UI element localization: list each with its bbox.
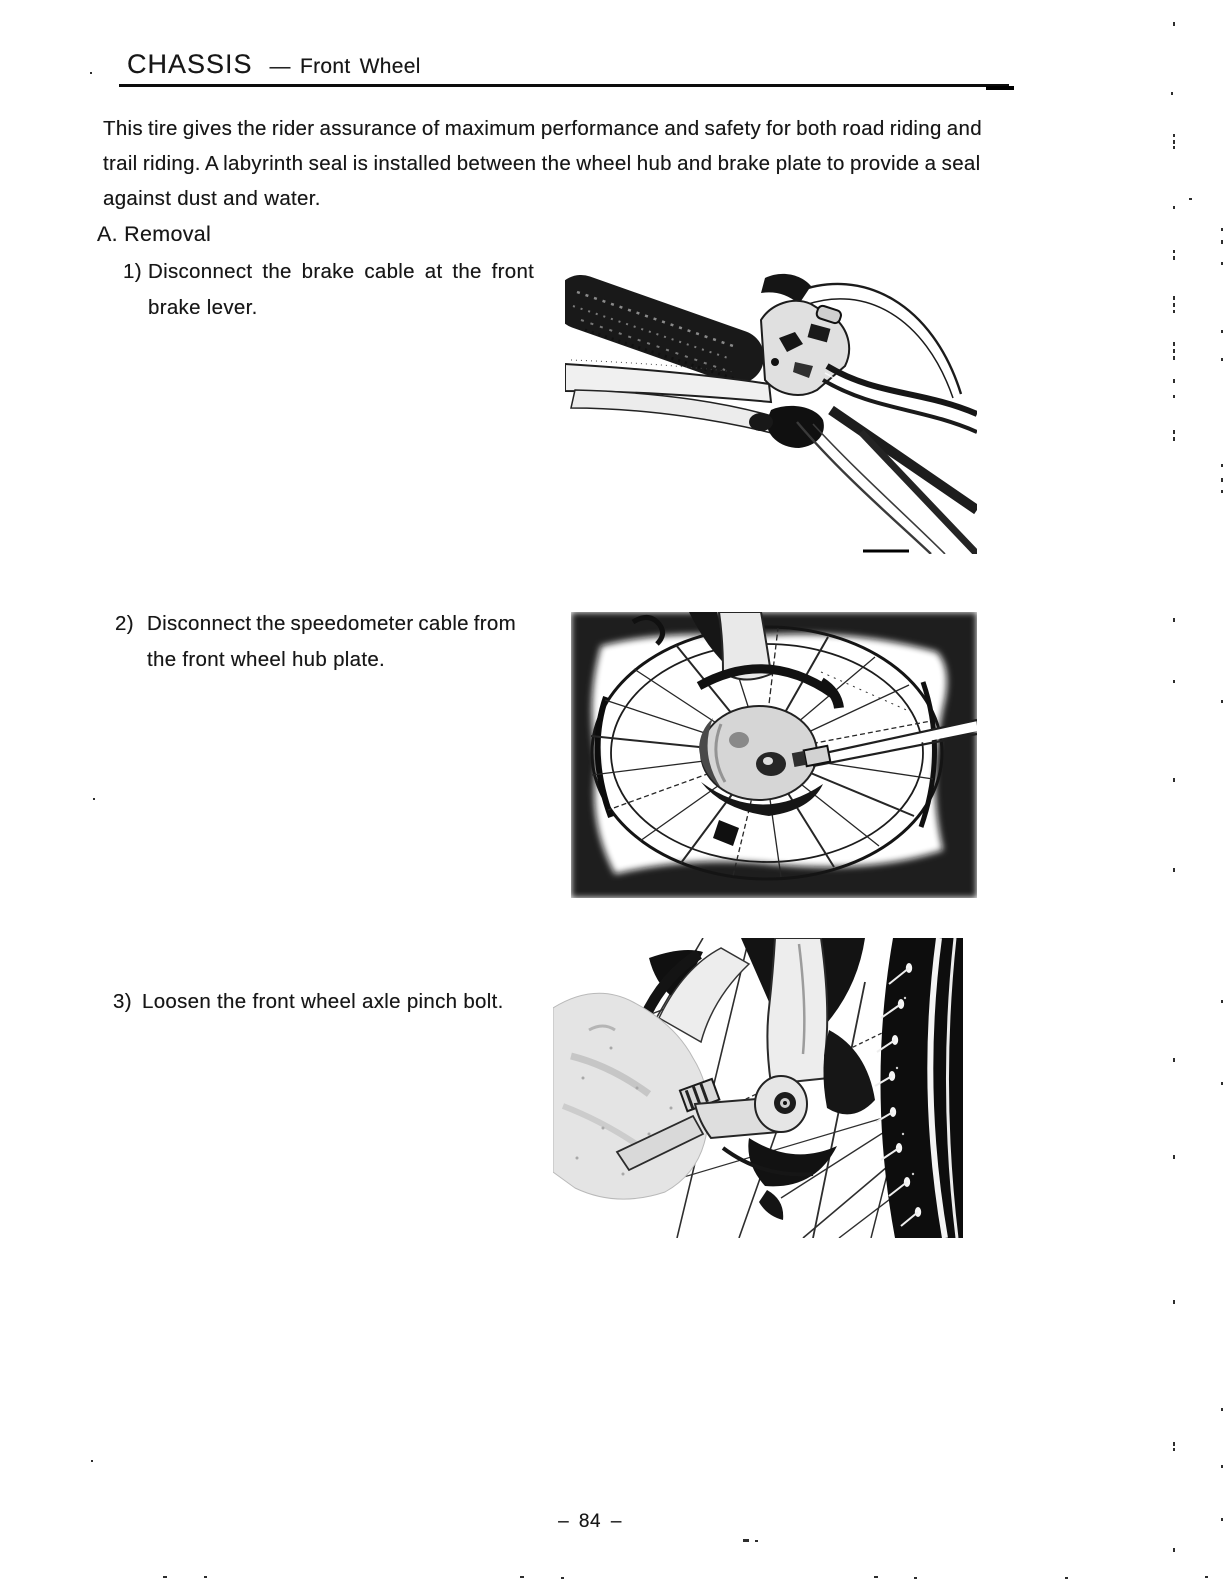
scan-artifact bbox=[1173, 379, 1175, 383]
scan-artifact bbox=[874, 1576, 878, 1578]
scan-artifact bbox=[1173, 146, 1175, 149]
scan-artifact bbox=[1221, 1082, 1223, 1085]
step-1-number: 1) bbox=[123, 260, 142, 283]
scan-artifact bbox=[1173, 395, 1175, 398]
scan-artifact bbox=[1173, 1548, 1175, 1552]
scan-artifact bbox=[561, 1577, 564, 1579]
scan-artifact bbox=[1173, 868, 1175, 872]
scan-artifact bbox=[1173, 296, 1175, 300]
scan-artifact bbox=[1173, 680, 1175, 683]
scan-artifact bbox=[755, 1540, 758, 1542]
scan-artifact bbox=[1173, 1300, 1175, 1304]
scan-artifact bbox=[1173, 303, 1175, 307]
step-line: brake lever. bbox=[148, 296, 258, 319]
intro-paragraph bbox=[103, 111, 982, 216]
scan-artifact bbox=[1173, 22, 1175, 26]
scan-artifact bbox=[1205, 1576, 1208, 1578]
step-3-text bbox=[142, 984, 582, 1020]
removal-heading: A. Removal bbox=[97, 222, 212, 246]
scan-artifact bbox=[1221, 330, 1223, 333]
scan-artifact bbox=[1221, 700, 1223, 703]
scan-artifact bbox=[1221, 240, 1223, 244]
scan-artifact bbox=[520, 1576, 524, 1578]
figure-1 bbox=[565, 262, 977, 554]
step-2-number: 2) bbox=[115, 612, 134, 635]
scan-artifact bbox=[1173, 1448, 1175, 1451]
header-rule-tail bbox=[986, 86, 1014, 90]
scan-artifact bbox=[90, 72, 92, 74]
intro-line: trail riding. A labyrinth seal is installed between the wheel hub and brake plate to provide a seal bbox=[103, 152, 981, 175]
subsection-title: — Front Wheel bbox=[269, 55, 421, 78]
scan-artifact bbox=[163, 1576, 167, 1578]
scan-artifact bbox=[1221, 228, 1223, 231]
step-line: Loosen the front wheel axle pinch bolt. bbox=[142, 990, 504, 1013]
scan-artifact bbox=[743, 1539, 749, 1542]
scan-artifact bbox=[1221, 262, 1223, 265]
scan-artifact bbox=[1221, 464, 1223, 467]
scan-artifact bbox=[1173, 1058, 1175, 1062]
scan-artifact bbox=[1173, 349, 1175, 353]
scan-artifact bbox=[1173, 256, 1175, 260]
figure-3 bbox=[553, 938, 963, 1238]
scan-artifact bbox=[1173, 342, 1175, 346]
step-3-number: 3) bbox=[113, 990, 132, 1013]
scan-artifact bbox=[91, 1460, 93, 1462]
scan-artifact bbox=[1173, 356, 1175, 360]
scan-artifact bbox=[1173, 1155, 1175, 1159]
step-1-text bbox=[148, 254, 558, 326]
scan-artifact bbox=[1173, 437, 1175, 441]
scan-artifact bbox=[1221, 1408, 1223, 1411]
scan-artifact bbox=[1173, 250, 1175, 253]
page-header bbox=[127, 49, 421, 80]
scan-artifact bbox=[1173, 778, 1175, 782]
scan-artifact bbox=[1173, 134, 1175, 137]
scan-artifact bbox=[1221, 1000, 1223, 1003]
scan-artifact bbox=[1221, 478, 1223, 482]
header-rule bbox=[119, 84, 1009, 87]
scan-artifact bbox=[93, 798, 95, 800]
scan-artifact bbox=[1173, 310, 1175, 313]
scan-artifact bbox=[1189, 198, 1192, 200]
scan-artifact bbox=[204, 1576, 207, 1578]
intro-line: against dust and water. bbox=[103, 187, 321, 210]
scan-artifact bbox=[1173, 1442, 1175, 1446]
scan-artifact bbox=[1065, 1577, 1068, 1579]
step-2-text bbox=[147, 606, 516, 678]
scan-artifact bbox=[1221, 1518, 1223, 1521]
scan-artifact bbox=[1221, 490, 1223, 493]
front-wheel-hub-speedometer-cable-photo bbox=[571, 612, 977, 898]
step-line: Disconnect the speedometer cable from bbox=[147, 612, 516, 635]
front-axle-pinch-bolt-photo bbox=[553, 938, 963, 1238]
intro-line: This tire gives the rider assurance of maximum performance and safety for both road riding and bbox=[103, 117, 982, 140]
figure-2 bbox=[571, 612, 977, 898]
scan-artifact bbox=[1221, 1465, 1223, 1468]
scan-artifact bbox=[1171, 92, 1173, 95]
step-line: the front wheel hub plate. bbox=[147, 648, 386, 671]
scan-artifact bbox=[1221, 358, 1223, 361]
scan-artifact bbox=[1173, 140, 1175, 144]
scan-artifact bbox=[1173, 430, 1175, 434]
scan-artifact bbox=[914, 1577, 917, 1579]
scan-artifact bbox=[1173, 206, 1175, 209]
section-title: CHASSIS bbox=[127, 49, 253, 79]
scan-artifact bbox=[1173, 618, 1175, 622]
front-brake-lever-photo bbox=[565, 262, 977, 554]
step-line: Disconnect the brake cable at the front bbox=[148, 260, 535, 283]
page-number: – 84 – bbox=[558, 1511, 622, 1532]
